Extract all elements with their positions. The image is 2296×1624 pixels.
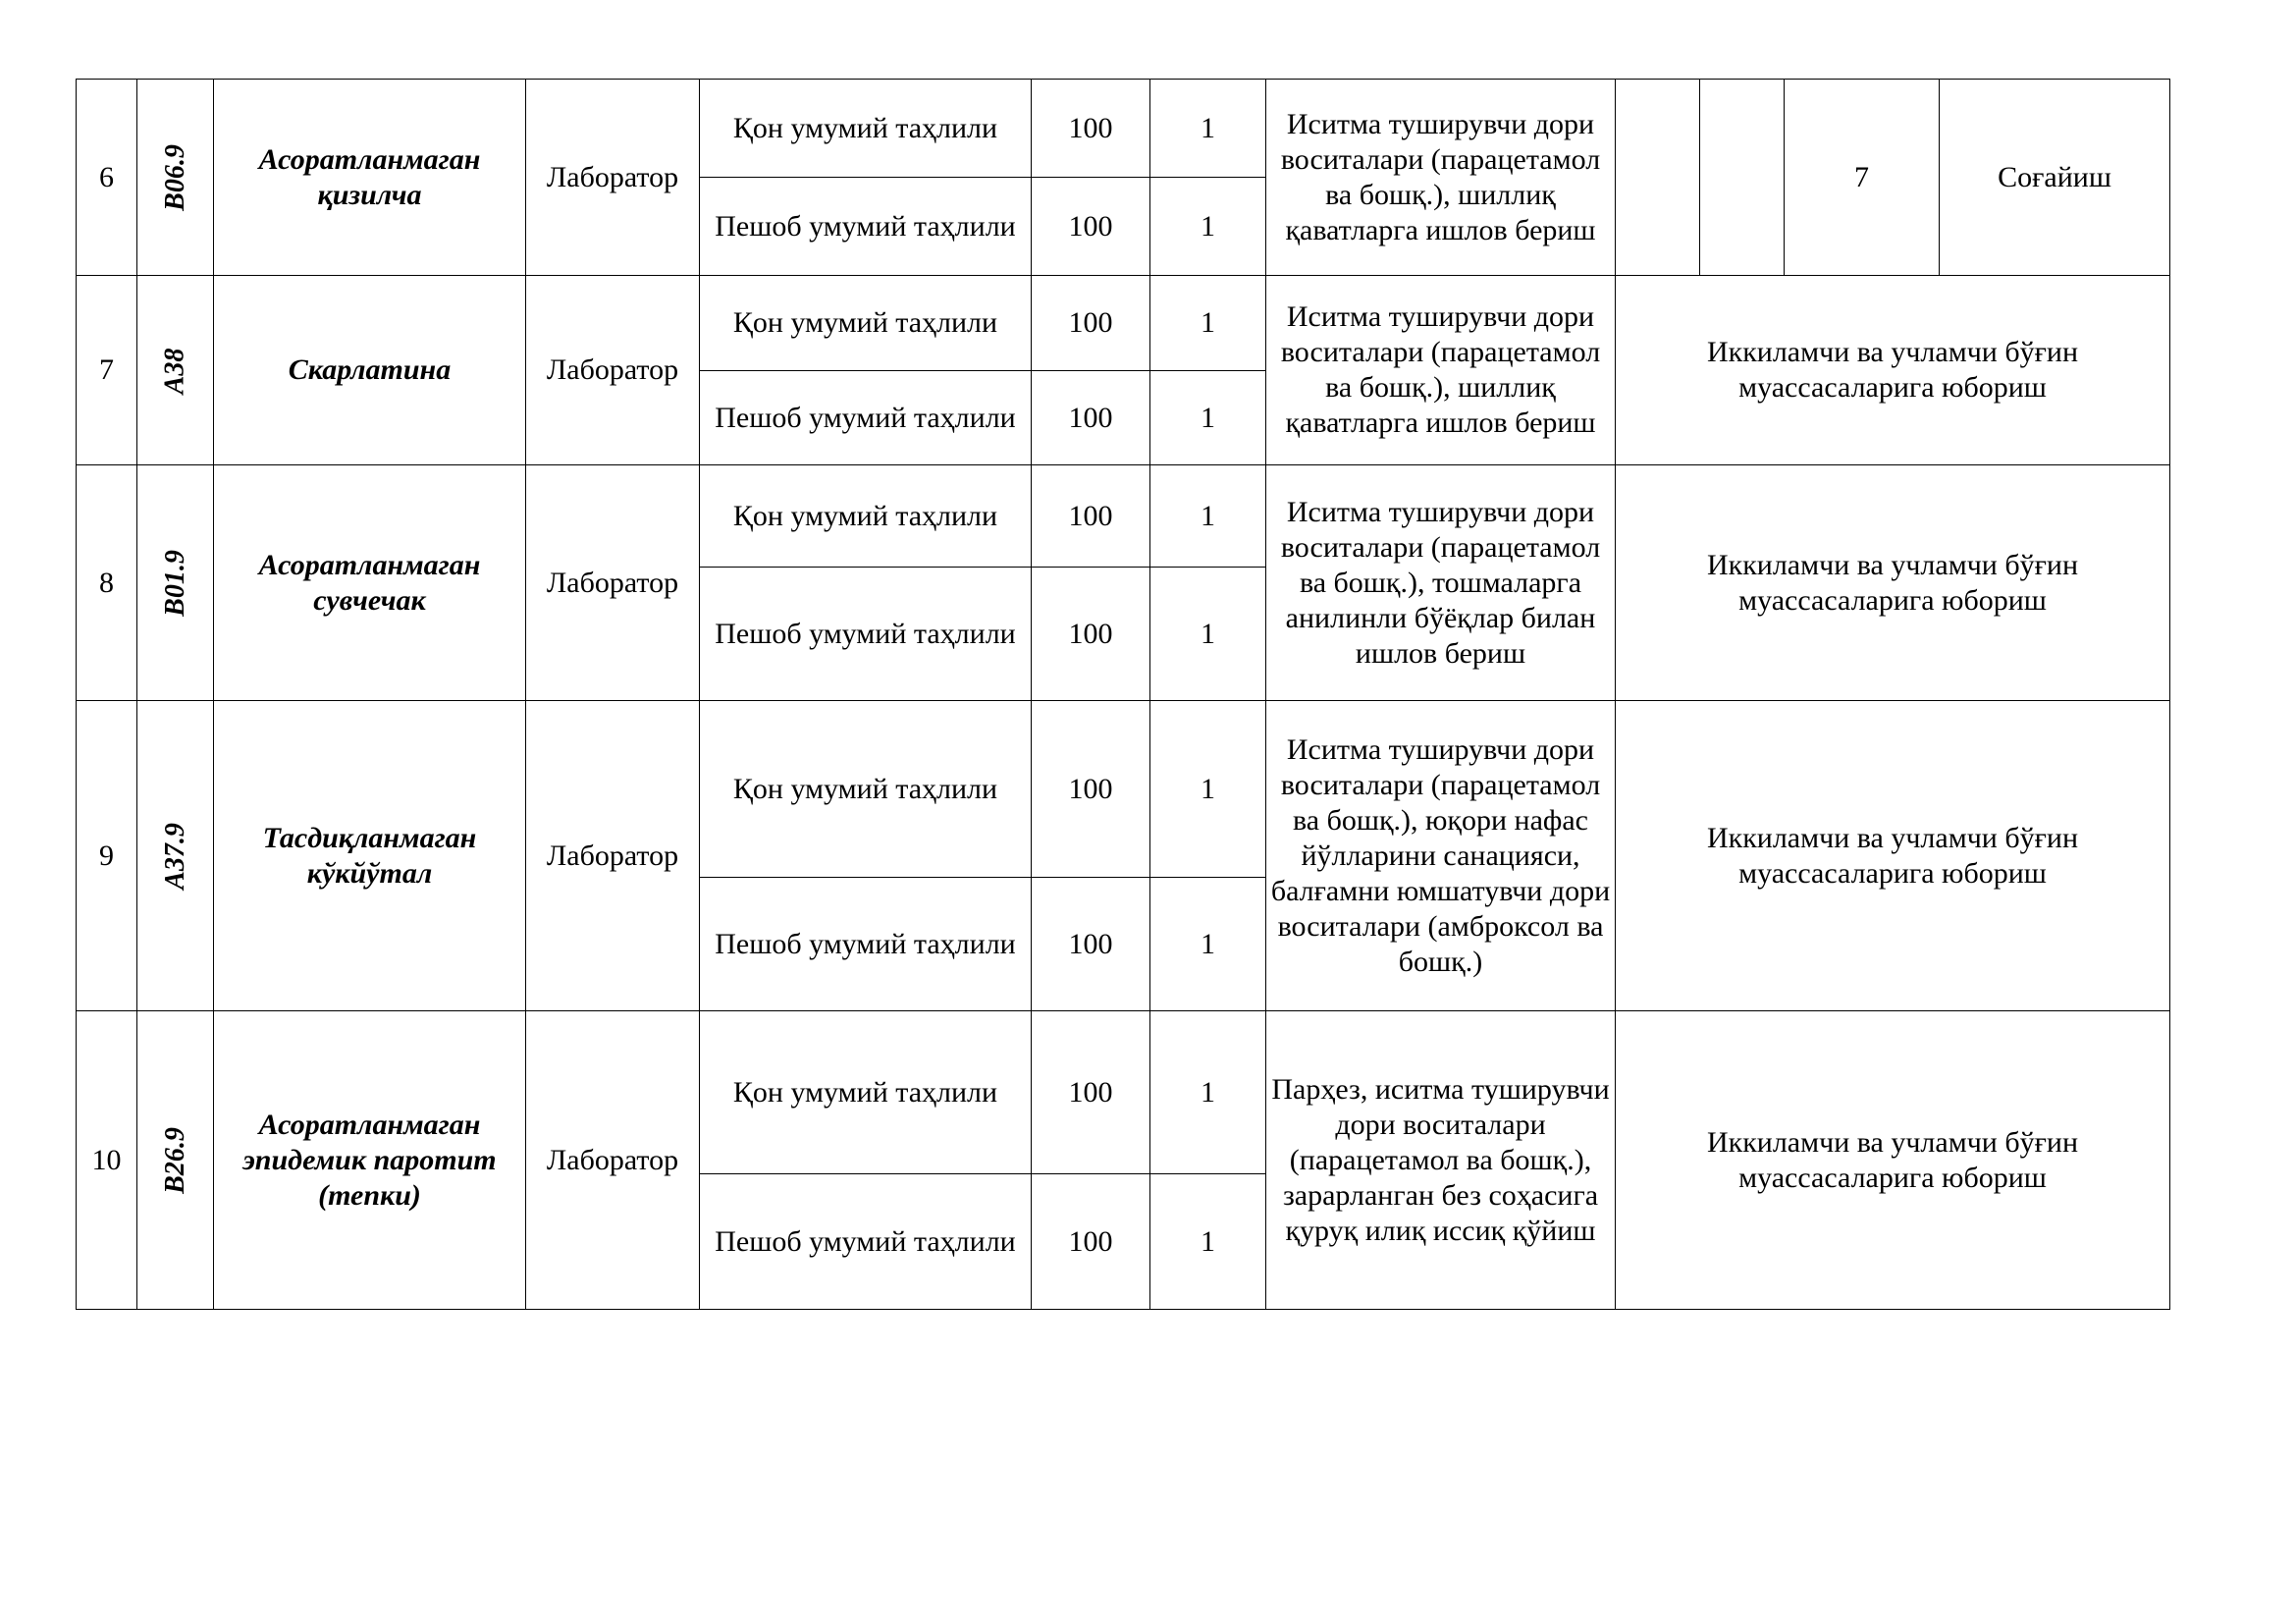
test-count: 1 [1150,276,1266,371]
department: Лаборатор [526,465,700,701]
treatment: Иситма туширувчи дори воситалари (парацетамол ва бошқ.), шиллиқ қаватларга ишлов бериш [1266,80,1616,276]
row-number: 10 [77,1011,137,1310]
test-count: 1 [1150,371,1266,465]
test-count: 1 [1150,878,1266,1011]
test-percent: 100 [1032,178,1150,276]
table-row [77,276,2170,371]
department: Лаборатор [526,1011,700,1310]
row-number: 9 [77,701,137,1011]
test-percent: 100 [1032,80,1150,178]
row-number: 6 [77,80,137,276]
icd-code [137,80,214,276]
test-name: Пешоб умумий таҳлили [700,568,1032,701]
empty-cell [1700,80,1785,276]
icd-code [137,276,214,465]
icd-code [137,701,214,1011]
test-name: Қон умумий таҳлили [700,465,1032,568]
icd-code [137,465,214,701]
diagnosis: Асоратланмаган сувчечак [214,465,526,701]
row-number: 7 [77,276,137,465]
test-name: Пешоб умумий таҳлили [700,178,1032,276]
referral: Иккиламчи ва учламчи бўғин муассасаларига юбориш [1616,1011,2170,1310]
diagnosis: Асоратланмаган қизилча [214,80,526,276]
table-row [77,701,2170,878]
test-name: Қон умумий таҳлили [700,276,1032,371]
test-name: Қон умумий таҳлили [700,80,1032,178]
test-percent: 100 [1032,701,1150,878]
test-count: 1 [1150,178,1266,276]
test-count: 1 [1150,1174,1266,1310]
department: Лаборатор [526,276,700,465]
icd-code-text: A37.9 [159,823,190,890]
test-count: 1 [1150,1011,1266,1174]
test-percent: 100 [1032,371,1150,465]
test-percent: 100 [1032,465,1150,568]
test-count: 1 [1150,465,1266,568]
test-name: Пешоб умумий таҳлили [700,1174,1032,1310]
diagnosis: Скарлатина [214,276,526,465]
diagnosis: Асоратланмаган эпидемик паротит (тепки) [214,1011,526,1310]
table-row [77,465,2170,568]
treatment-days: 7 [1785,80,1940,276]
row-number: 8 [77,465,137,701]
icd-code-text: B06.9 [159,144,190,211]
test-count: 1 [1150,80,1266,178]
icd-code-text: B01.9 [159,550,190,617]
icd-code [137,1011,214,1310]
icd-code-text: B26.9 [159,1127,190,1194]
icd-code-text: A38 [159,348,190,394]
test-count: 1 [1150,701,1266,878]
test-percent: 100 [1032,568,1150,701]
referral: Иккиламчи ва учламчи бўғин муассасаларига юбориш [1616,465,2170,701]
referral: Иккиламчи ва учламчи бўғин муассасаларига юбориш [1616,701,2170,1011]
treatment: Иситма туширувчи дори воситалари (парацетамол ва бошқ.), юқори нафас йўлларини санацияси, балғамни юмшатувчи дори воситалари (амброксол ва бошқ.) [1266,701,1616,1011]
test-name: Қон умумий таҳлили [700,701,1032,878]
table-row [77,1011,2170,1174]
department: Лаборатор [526,701,700,1011]
test-name: Қон умумий таҳлили [700,1011,1032,1174]
table-row [77,80,2170,178]
empty-cell [1616,80,1700,276]
department: Лаборатор [526,80,700,276]
treatment: Иситма туширувчи дори воситалари (парацетамол ва бошқ.), тошмаларга анилинли бўёқлар билан ишлов бериш [1266,465,1616,701]
test-name: Пешоб умумий таҳлили [700,878,1032,1011]
diagnosis: Тасдиқланмаган кўкйўтал [214,701,526,1011]
test-percent: 100 [1032,878,1150,1011]
test-percent: 100 [1032,276,1150,371]
referral: Иккиламчи ва учламчи бўғин муассасаларига юбориш [1616,276,2170,465]
test-count: 1 [1150,568,1266,701]
treatment: Парҳез, иситма туширувчи дори воситалари (парацетамол ва бошқ.), зарарланган без соҳасига қуруқ илиқ иссиқ қўйиш [1266,1011,1616,1310]
outcome: Соғайиш [1940,80,2170,276]
test-percent: 100 [1032,1174,1150,1310]
treatment-standards-table [76,79,2170,1310]
test-name: Пешоб умумий таҳлили [700,371,1032,465]
test-percent: 100 [1032,1011,1150,1174]
treatment: Иситма туширувчи дори воситалари (парацетамол ва бошқ.), шиллиқ қаватларга ишлов бериш [1266,276,1616,465]
